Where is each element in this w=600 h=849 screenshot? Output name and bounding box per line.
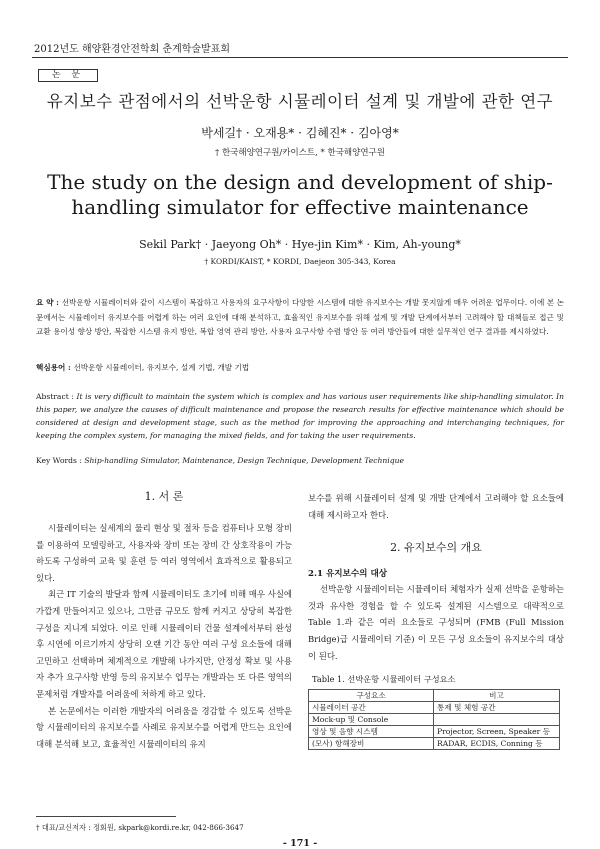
section2-body <box>308 581 564 664</box>
conference-header: 2012년도 해양환경안전학회 춘계학술발표회 <box>34 44 231 55</box>
left-column <box>36 488 292 752</box>
section1-paragraph: 시뮬레이터는 실세계의 물리 현상 및 절차 등을 컴퓨터나 모형 장비를 이용하여 모델링하고, 사용자와 장비 또는 장비 간 상호작용이 가능하도록 구성하여 교육 및 훈련 등 여러 영역에서 효과적으로 활용되고 있다. <box>36 523 292 583</box>
authors-english: Sekil Park† · Jaeyong Oh* · Hye-jin Kim* · Kim, Ah-young* <box>139 238 461 251</box>
title-korean: 유지보수 관점에서의 선박운항 시뮬레이터 설계 및 개발에 관한 연구 <box>46 92 554 111</box>
section1-heading: 1. 서 론 <box>144 490 184 503</box>
abstract-korean-label: 요 약 : <box>36 298 62 307</box>
table-cell: Mock-up 및 Console <box>309 714 434 726</box>
abstract-korean-text: 선박운항 시뮬레이터와 같이 시스템이 복잡하고 사용자의 요구사항이 다양한 시스템에 대한 유지보수는 개발 못지않게 매우 어려운 업무이다. 이에 본 논문에서는 시뮬레이터 유지보수를 어렵게 하는 여러 요인에 대해 분석하고, 효율적인 유지보수를 위해 설계 및 개발 단계에서부터 고려해야 할 대책들로 접근 및 교환 용이성 향상 방안, 복잡한 시스템 유지 방안, 복합 영역 관리 방안, 사용자 요구사항 수렴 방안 등 여러 방안들에 대한 실무적인 연구 결과를 제시하였다. <box>36 298 564 336</box>
table-cell: RADAR, ECDIS, Conning 등 <box>434 738 560 750</box>
section1-body <box>36 520 292 752</box>
table1-caption: Table 1. 선박운항 시뮬레이터 구성요소 <box>312 674 456 685</box>
section2-heading: 2. 유지보수의 개요 <box>390 541 482 555</box>
article-type-badge: 논 문 <box>38 69 98 82</box>
table-cell: Projector, Screen, Speaker 등 <box>434 726 560 738</box>
abstract-english <box>36 390 564 442</box>
keywords-english-label: Key Words : <box>36 456 85 465</box>
keywords-english <box>36 456 564 465</box>
table-row <box>309 726 560 738</box>
components-table <box>308 689 560 750</box>
keywords-korean-label: 핵심용어 : <box>36 363 74 372</box>
authors-korean: 박세길† · 오재용* · 김혜진* · 김아영* <box>201 126 399 140</box>
table-cell: 영상 및 음향 시스템 <box>309 726 434 738</box>
section1-paragraph: 본 논문에서는 이러한 개발자의 어려움을 경감할 수 있도록 선박운항 시뮬레이터의 유지보수를 사례로 유지보수를 어렵게 만드는 요인에 대해 분석해 보고, 효율적인 시뮬레이터의 유지 <box>36 705 292 749</box>
footnote: † 대표/교신저자 : 정회원, skpark@kordi.re.kr, 042-866-3647 <box>36 823 244 832</box>
table-row <box>309 714 560 726</box>
section2-paragraph: 선박운항 시뮬레이터는 시뮬레이터 체험자가 실제 선박을 운항하는 것과 유사한 경험을 할 수 있도록 설계된 시스템으로 대략적으로 Table 1.과 같은 여러 요소들로 구성되며 (FMB (Full Mission Bridge)급 시뮬레이터 기준) 이 모든 구성 요소들이 유지보수의 대상이 된다. <box>308 584 564 661</box>
title-english: The study on the design and development of ship-handling simulator for effective maintenance <box>47 170 553 219</box>
table-row <box>309 702 560 714</box>
table-header-cell: 구성요소 <box>309 690 434 702</box>
abstract-korean <box>36 296 564 340</box>
affiliation-english: † KORDI/KAIST, * KORDI, Daejeon 305-343, Korea <box>204 257 396 266</box>
page-number: - 171 - <box>282 838 318 849</box>
abstract-english-label: Abstract : <box>36 392 77 401</box>
footnote-rule <box>36 816 176 817</box>
table-header-row <box>309 690 560 702</box>
header-rule <box>32 57 568 58</box>
table-cell <box>434 714 560 726</box>
table-cell: 시뮬레이터 공간 <box>309 702 434 714</box>
abstract-english-text: It is very difficult to maintain the system which is complex and has various user requirements like ship-handling simulator. In this paper, we analyze the causes of difficult maintenance and propose the research results for effective maintenance which should be considered at design and development stage, such as the method for improving the approaching and interchanging techniques, for keeping the complex system, for managing the mixed fields, and for taking the user requirements. <box>36 392 564 440</box>
section2-subheading: 2.1 유지보수의 대상 <box>308 569 388 580</box>
right-column <box>308 490 564 750</box>
table-header-cell: 비고 <box>434 690 560 702</box>
table-row <box>309 738 560 750</box>
section1-paragraph: 최근 IT 기술의 발달과 함께 시뮬레이터도 초기에 비해 매우 사실에 가깝게 만들어지고 있으나, 그만큼 규모도 함께 커지고 상당히 복잡한 구성을 지니게 되었다. 이로 인해 시뮬레이터 건물 설계에서부터 완성 후 시연에 이르기까지 상당히 오랜 기간 동안 여러 구성 요소들에 대해 고민하고 선택하며 체계적으로 개발해 나가지만, 안정성 확보 및 사용자 추가 요구사항 반영 등의 유지보수 업무는 개발과는 또 다른 영역의 문제처럼 개발자를 어려움에 처하게 하고 있다. <box>36 589 292 699</box>
keywords-korean <box>36 362 564 373</box>
keywords-korean-text: 선박운항 시뮬레이터, 유지보수, 설계 기법, 개발 기법 <box>73 363 250 372</box>
table-cell: (모사) 항해장비 <box>309 738 434 750</box>
table-cell: 통제 및 체험 공간 <box>434 702 560 714</box>
affiliation-korean: † 한국해양연구원/카이스트, * 한국해양연구원 <box>215 148 385 158</box>
section1-continued: 보수를 위해 시뮬레이터 설계 및 개발 단계에서 고려해야 할 요소들에 대해 제시하고자 한다. <box>308 493 564 520</box>
keywords-english-text: Ship-handling Simulator, Maintenance, Design Technique, Development Technique <box>84 456 404 465</box>
